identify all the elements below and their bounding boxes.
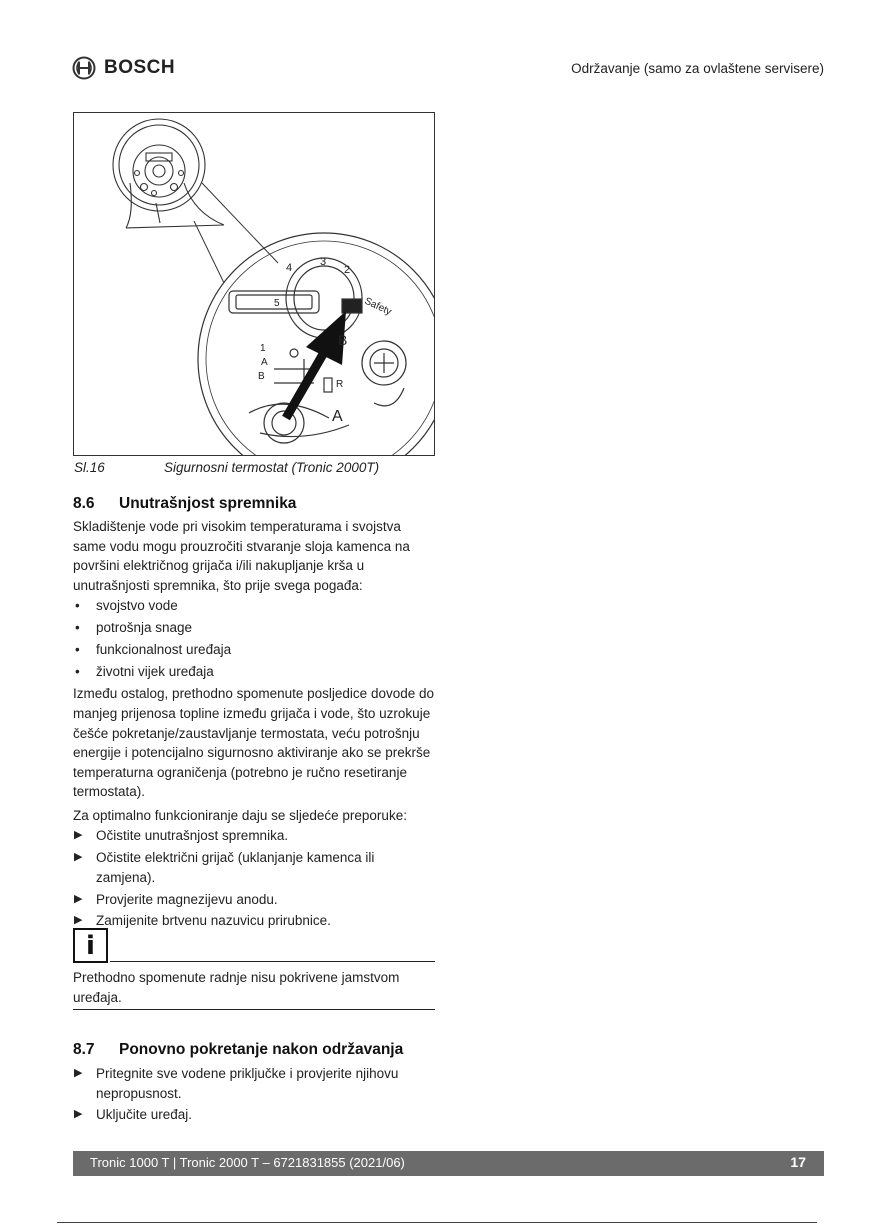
- list-item: • funkcionalnost uređaja: [73, 640, 435, 660]
- action-arrow-icon: ▶: [74, 829, 83, 842]
- figure-caption: [74, 460, 379, 475]
- page-number: 17: [790, 1154, 806, 1170]
- section-8-6-heading: [73, 495, 296, 513]
- recommendations-intro: Za optimalno funkcioniranje daju se sljedeće preporuke:: [73, 807, 407, 823]
- dial-label-3: 3: [320, 256, 327, 268]
- action-arrow-icon: ▶: [74, 851, 83, 864]
- label-B: B: [258, 371, 265, 382]
- figure-caption-text: Sigurnosni termostat (Tronic 2000T): [164, 460, 380, 475]
- section-8-7-body: [73, 1064, 435, 1127]
- action-arrow-icon: ▶: [74, 914, 83, 927]
- section-title: Unutrašnjost spremnika: [119, 495, 297, 512]
- action-text: Uključite uređaj.: [96, 1107, 193, 1123]
- label-A: A: [261, 357, 268, 368]
- note-text: Prethodno spomenute radnje nisu pokrivene jamstvom uređaja.: [73, 970, 400, 1005]
- dial-label-2: 2: [344, 264, 351, 276]
- footer-document-id: Tronic 1000 T | Tronic 2000 T – 6721831855 (2021/06): [90, 1155, 405, 1170]
- page-footer: [73, 1151, 824, 1176]
- bosch-armature-icon: [72, 56, 96, 80]
- thermostat-drawing: [74, 113, 435, 456]
- consequences-paragraph: Između ostalog, prethodno spomenute posljedice dovode do manjeg prijenosa topline između grijača i vode, što uzrokuje češće pokretanje/zaustavljanje termostata, veću potrošnju energije i potencijalno sigurnosno aktiviranje ako se prekrše temperaturna ograničenja (potrebno je ručno resetiranje termostata).: [73, 686, 434, 800]
- dial-label-5: 5: [274, 298, 280, 309]
- bottom-divider: [57, 1222, 817, 1223]
- action-item: [73, 911, 435, 931]
- note-divider-bottom: [73, 1009, 435, 1010]
- action-item: [73, 826, 435, 846]
- section-8-7-heading: [73, 1041, 403, 1059]
- restart-steps-list: [73, 1064, 435, 1125]
- section-number: 8.7: [73, 1041, 95, 1058]
- action-item: [73, 1064, 435, 1103]
- section-number: 8.6: [73, 495, 95, 512]
- figure-number: Sl.16: [74, 460, 105, 475]
- tank-overview: [113, 119, 224, 228]
- recommendations-list: [73, 826, 435, 931]
- label-big-A: A: [332, 408, 343, 425]
- section-title: Održavanje (samo za ovlaštene servisere): [571, 61, 824, 76]
- effects-list: [73, 596, 435, 681]
- bosch-logo: [72, 56, 175, 80]
- page-header: [72, 54, 824, 82]
- list-item: • životni vijek uređaja: [73, 662, 435, 682]
- brand-name: BOSCH: [104, 57, 176, 78]
- action-text: Provjerite magnezijevu anodu.: [96, 891, 278, 907]
- section-title: Ponovno pokretanje nakon održavanja: [119, 1041, 404, 1058]
- action-item: [73, 848, 435, 887]
- action-arrow-icon: ▶: [74, 892, 83, 905]
- label-R: R: [336, 379, 344, 390]
- action-item: [73, 1105, 435, 1125]
- action-arrow-icon: ▶: [74, 1108, 83, 1121]
- action-text: Zamijenite brtvenu nazuvicu prirubnice.: [96, 913, 331, 929]
- note-divider-top: [110, 961, 435, 962]
- note-text-block: [73, 968, 435, 1007]
- action-arrow-icon: ▶: [74, 1067, 83, 1079]
- dial-label-4: 4: [286, 262, 293, 274]
- action-text: Očistite električni grijač (uklanjanje kamenca ili zamjena).: [96, 850, 375, 885]
- intro-paragraph: Skladištenje vode pri visokim temperaturama i svojstva same vodu mogu prouzročiti stvaranje sloja kamenca na površini električnog grijača i/ili nakupljanje krša u unutrašnjosti spremnika, što prije svega pogađa:: [73, 519, 410, 593]
- action-text: Pritegnite sve vodene priključke i provjerite njihovu nepropusnost.: [96, 1066, 399, 1101]
- action-text: Očistite unutrašnjost spremnika.: [96, 828, 289, 844]
- label-B-right: B: [338, 332, 348, 348]
- section-8-6-body: [73, 517, 435, 933]
- list-item: • svojstvo vode: [73, 596, 435, 616]
- safety-arrow-icon: [286, 311, 346, 418]
- list-item: • potrošnja snage: [73, 618, 435, 638]
- action-item: [73, 890, 435, 910]
- safety-label: Safety: [362, 295, 394, 318]
- info-icon: i: [73, 928, 108, 963]
- label-1: 1: [260, 343, 266, 354]
- figure-safety-thermostat: [73, 112, 435, 456]
